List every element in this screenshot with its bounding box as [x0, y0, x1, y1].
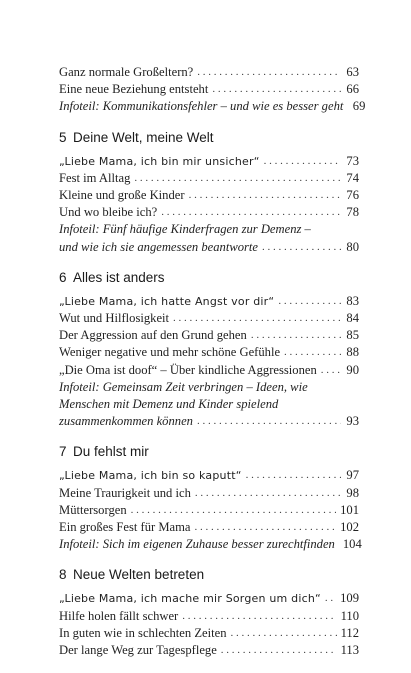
entry-label: Der lange Weg zur Tagespflege: [59, 643, 217, 658]
toc-entry[interactable]: [59, 64, 359, 81]
entry-label: Meine Traurigkeit und ich: [59, 485, 191, 500]
entry-page: 63: [346, 65, 359, 79]
info-line: Infoteil: Fünf häufige Kinderfragen zur Demenz –: [59, 222, 311, 237]
toc-entry[interactable]: [59, 485, 359, 502]
entry-label: Der Aggression auf den Grund gehen: [59, 328, 247, 343]
leader-dots: [264, 153, 341, 170]
entry-page: 110: [340, 608, 359, 623]
entry-page: 101: [340, 502, 359, 517]
chapter-title: Neue Welten betreten: [73, 567, 205, 583]
chapter-section: [59, 130, 359, 256]
entry-label: Wut und Hilflosigkeit: [59, 311, 170, 326]
entry-label: Eine neue Beziehung entsteht: [59, 82, 209, 97]
chapter-number: 5: [59, 129, 67, 145]
entry-page: 83: [346, 293, 359, 308]
chapter-heading[interactable]: [59, 270, 359, 288]
chapter-title: Deine Welt, meine Welt: [73, 129, 214, 145]
entry-label: „Liebe Mama, ich mache mir Sorgen um dich“: [59, 592, 321, 606]
toc-entry-info[interactable]: [59, 536, 362, 553]
toc-entry[interactable]: [59, 362, 359, 379]
entry-label: In guten wie in schlechten Zeiten: [59, 625, 227, 640]
entry-page: 93: [346, 414, 359, 429]
entry-page: 78: [346, 205, 359, 220]
entry-label: Ganz normale Großeltern?: [59, 65, 194, 79]
toc-entry[interactable]: [59, 153, 359, 170]
entry-label: Infoteil: Sich im eigenen Zuhause besser zurechtfinden: [59, 537, 335, 552]
leader-dots: [278, 293, 341, 310]
entry-label: Fest im Alltag: [59, 170, 131, 185]
entry-page: 88: [346, 345, 359, 360]
leader-dots: [262, 239, 341, 256]
info-line: Menschen mit Demenz und Kinder spielend: [59, 397, 279, 412]
leader-dots: [325, 590, 336, 607]
chapter-heading[interactable]: [59, 567, 359, 585]
leader-dots: [251, 327, 341, 344]
entry-label: Müttersorgen: [59, 502, 127, 517]
chapter-number: 7: [59, 444, 67, 460]
toc-entry[interactable]: [59, 467, 359, 484]
chapter-heading[interactable]: [59, 444, 359, 462]
chapter-heading[interactable]: [59, 130, 359, 148]
entry-page: 104: [342, 537, 362, 552]
toc-entry[interactable]: [59, 204, 359, 221]
toc-entry-info[interactable]: [59, 98, 366, 115]
leader-dots: [182, 608, 336, 625]
chapter-title: Du fehlst mir: [73, 444, 149, 460]
entry-label: „Liebe Mama, ich bin so kaputt“: [59, 469, 242, 483]
toc-entry[interactable]: [59, 519, 359, 536]
entry-page: 85: [346, 328, 359, 343]
toc-entry-info[interactable]: [59, 379, 359, 431]
toc-entry[interactable]: [59, 293, 359, 310]
chapter-section: [59, 270, 359, 431]
leader-dots: [173, 310, 341, 327]
entry-page: 90: [346, 362, 359, 377]
chapter-section: [59, 444, 362, 553]
leader-dots: [195, 485, 341, 502]
entry-page: 66: [346, 82, 359, 97]
leader-dots: [231, 625, 337, 642]
leader-dots: [321, 362, 341, 379]
entry-label: Infoteil: Kommunikationsfehler – und wie es besser geht: [59, 99, 344, 114]
leader-dots: [131, 502, 336, 519]
chapter-number: 8: [59, 567, 67, 583]
leader-dots: [197, 64, 341, 81]
entry-page: 73: [346, 153, 359, 168]
entry-label: Kleine und große Kinder: [59, 188, 185, 203]
entry-label: „Die Oma ist doof“ – Über kindliche Aggressionen: [59, 362, 317, 377]
entry-page: 98: [346, 485, 359, 500]
leader-dots: [221, 642, 337, 659]
entry-page: 113: [340, 643, 359, 658]
entry-label: zusammenkommen können: [59, 414, 193, 429]
toc-entry[interactable]: [59, 590, 359, 607]
toc-entry[interactable]: [59, 344, 359, 361]
toc-entry[interactable]: [59, 81, 359, 98]
table-of-contents: [59, 64, 366, 673]
entry-page: 109: [340, 591, 359, 606]
chapter-number: 6: [59, 269, 67, 285]
entry-label: „Liebe Mama, ich bin mir unsicher“: [59, 154, 260, 168]
chapter-title: Alles ist anders: [73, 269, 165, 285]
toc-entry[interactable]: [59, 608, 359, 625]
leader-dots: [246, 467, 341, 484]
entry-label: Ein großes Fest für Mama: [59, 520, 191, 535]
entry-page: 69: [352, 99, 366, 114]
entry-page: 97: [346, 468, 359, 483]
toc-entry[interactable]: [59, 502, 359, 519]
entry-label: Weniger negative und mehr schöne Gefühle: [59, 345, 281, 360]
toc-entry[interactable]: [59, 170, 359, 187]
entry-page: 76: [346, 188, 359, 203]
info-last-line: [59, 239, 359, 256]
info-line: Infoteil: Gemeinsam Zeit verbringen – Ideen, wie: [59, 379, 308, 394]
entry-label: „Liebe Mama, ich hatte Angst vor dir“: [59, 294, 275, 308]
toc-entry[interactable]: [59, 642, 359, 659]
toc-entry[interactable]: [59, 310, 359, 327]
intro-section: [59, 64, 366, 116]
info-last-line: [59, 413, 359, 430]
toc-entry[interactable]: [59, 625, 359, 642]
leader-dots: [195, 519, 337, 536]
leader-dots: [189, 187, 341, 204]
leader-dots: [161, 204, 341, 221]
toc-entry[interactable]: [59, 327, 359, 344]
entry-label: Und wo bleibe ich?: [59, 205, 158, 220]
entry-page: 84: [346, 311, 359, 326]
entry-page: 80: [346, 239, 359, 254]
chapter-section: [59, 567, 359, 659]
toc-entry-info[interactable]: [59, 221, 359, 255]
toc-entry[interactable]: [59, 187, 359, 204]
entry-page: 74: [346, 170, 359, 185]
entry-page: 102: [340, 520, 359, 535]
leader-dots: [134, 170, 341, 187]
entry-label: und wie ich sie angemessen beantworte: [59, 239, 259, 254]
leader-dots: [197, 413, 341, 430]
leader-dots: [284, 344, 341, 361]
entry-page: 112: [340, 625, 359, 640]
leader-dots: [212, 81, 341, 98]
entry-label: Hilfe holen fällt schwer: [59, 608, 179, 623]
